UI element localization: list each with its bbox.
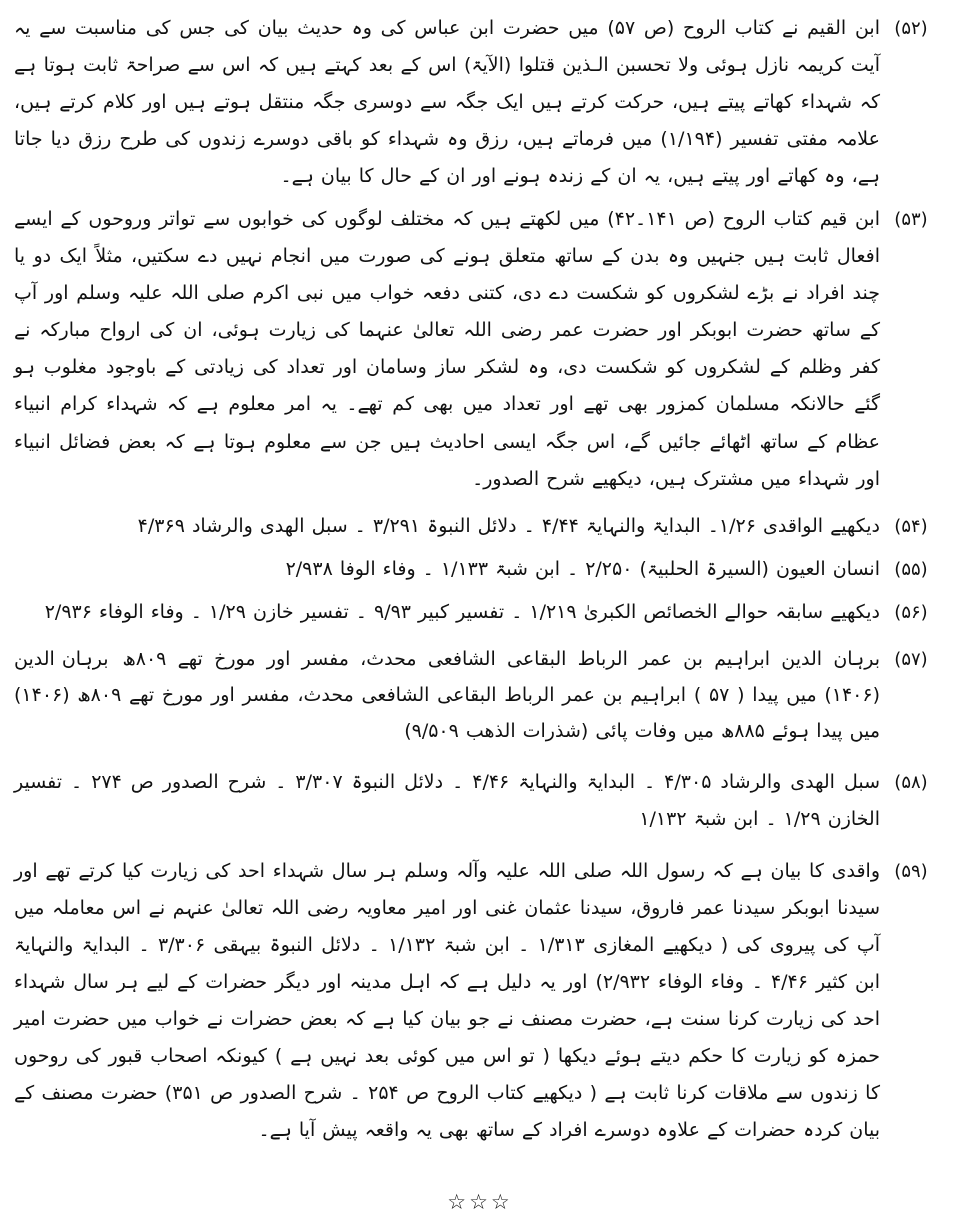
footnote-number: (۵۹) xyxy=(894,861,928,883)
footnote-entry-59 xyxy=(14,853,942,1149)
footnote-entry-56 xyxy=(14,594,942,631)
footnote-entry-55 xyxy=(14,551,942,588)
footnote-margin-note: برہان الدین xyxy=(14,647,109,670)
footnote-text: دیکھیے سابقہ حوالے الخصائص الکبریٰ ۱/۲۱۹ ۔ تفسیر کبیر ۹/۹۳ ۔ تفسیر خازن ۱/۲۹ ۔ وفاء الوفاء ۲/۹۳۶ xyxy=(44,600,880,623)
footnote-text-continuation: ابراہیم بن عمر الرباط البقاعی الشافعی محدث، مفسر اور مورخ تھے ۸۰۹ھ (۱۴۰۶) میں پیدا ہوئے ۸۸۵ھ میں وفات پائی (شذرات الذھب ۹/۵۰۹) xyxy=(14,683,880,742)
footnote-number: (۵۴) xyxy=(894,515,928,537)
footer-ornament: ☆☆☆ xyxy=(447,1190,513,1214)
footnote-text: انسان العیون (السیرۃ الحلبیۃ) ۲/۲۵۰ ۔ ابن شبۃ ۱/۱۳۳ ۔ وفاء الوفا ۲/۹۳۸ xyxy=(285,557,880,580)
footnote-number: (۵۸) xyxy=(894,772,928,794)
footnote-entry-57 xyxy=(14,641,942,749)
footnote-text: دیکھیے الواقدی ۱/۲۶۔ البدایۃ والنہایۃ ۴/۴۴ ۔ دلائل النبوۃ ۳/۲۹۱ ۔ سبل الھدی والرشاد ۴/۳۶۹ xyxy=(137,514,880,537)
footnote-entry-58 xyxy=(14,764,942,838)
footnote-number: (۵۳) xyxy=(894,209,928,231)
footnote-number: (۵۶) xyxy=(894,601,928,623)
footnote-entry-54 xyxy=(14,508,942,545)
footnote-text xyxy=(14,641,880,749)
footnote-entry-52 xyxy=(14,10,942,195)
footnote-text-line-1: برہان الدین ابراہیم بن عمر الرباط البقاعی الشافعی محدث، مفسر اور مورخ تھے ۸۰۹ھ (۱۴۰۶) میں پیدا ( ۵۷ ) xyxy=(122,647,881,706)
footnote-text: ابن قیم کتاب الروح (ص ۱۴۱۔۴۲) میں لکھتے ہیں کہ مختلف لوگوں کی خوابوں سے تواتر وروحوں کے ایسے افعال ثابت ہیں جنہیں وہ بدن کے ساتھ متعلق ہونے کی صورت میں انجام نہیں دے سکتیں، مثلاً ایک دو یا چند افراد نے بڑے لشکروں کو شکست دے دی، کتنی دفعہ خواب میں نبی اکرم صلی اللہ علیہ وسلم اور آپ کے ساتھ حضرت ابوبکر اور حضرت عمر رضی اللہ تعالیٰ عنہما کی زیارت ہوئی، ان کی ارواح مبارکہ نے کفر وظلم کے لشکروں کو شکست دی، وہ لشکر ساز وسامان اور تعداد کی زیادتی کے باوجود مغلوب ہو گئے حالانکہ مسلمان کمزور بھی تھے اور تعداد میں بھی کم تھے۔ یہ امر معلوم ہے کہ شہداء کرام انبیاء عظام کے ساتھ اٹھائے جائیں گے، اس جگہ ایسی احادیث ہیں جن سے معلوم ہوتا ہے کہ بعض فضائل انبیاء اور شہداء میں مشترک ہیں، دیکھیے شرح الصدور۔ xyxy=(14,208,880,490)
footnote-number: (۵۲) xyxy=(894,18,928,39)
footnote-entry-53 xyxy=(14,201,942,497)
footnote-number: (۵۵) xyxy=(894,558,928,580)
footnote-text: سبل الھدی والرشاد ۴/۳۰۵ ۔ البدایۃ والنہایۃ ۴/۴۶ ۔ دلائل النبوۃ ۳/۳۰۷ ۔ شرح الصدور ص ۲۷۴ ۔ تفسیر الخازن ۱/۲۹ ۔ ابن شبۃ ۱/۱۳۲ xyxy=(14,771,880,831)
footnote-text: ابن القیم نے کتاب الروح (ص ۵۷) میں حضرت ابن عباس کی وہ حدیث بیان کی جس کی مناسبت سے یہ آیت کریمہ نازل ہوئی ولا تحسبن الـذین قتلوا (الآیۃ) اس کے بعد کہتے ہیں کہ اس سے صراحۃ ثابت ہوتا ہے کہ شہداء کھاتے پیتے ہیں، حرکت کرتے ہیں ایک جگہ سے دوسری جگہ منتقل ہوتے ہیں اور کلام کرتے ہیں، علامہ مفتی تفسیر (۱/۱۹۴) میں فرماتے ہیں، رزق وہ شہداء کو باقی دوسرے زندوں کی طرح رزق دیا جاتا ہے، وہ کھاتے اور پیتے ہیں، یہ ان کے زندہ ہونے اور ان کے حال کا بیان ہے۔ xyxy=(14,17,880,188)
footnote-text: واقدی کا بیان ہے کہ رسول اللہ صلی اللہ علیہ وآلہ وسلم ہر سال شہداء احد کی زیارت کیا کرتے تھے اور سیدنا ابوبکر سیدنا عمر فاروق، سیدنا عثمان غنی اور امیر معاویہ رضی اللہ تعالیٰ عنہم نے اس معاملہ میں آپ کی پیروی کی ( دیکھیے المغازی ۱/۳۱۳ ۔ ابن شبۃ ۱/۱۳۲ ۔ دلائل النبوۃ بیہقی ۳/۳۰۶ ۔ البدایۃ والنہایۃ ابن کثیر ۴/۴۶ ۔ وفاء الوفاء ۲/۹۳۲) اور یہ دلیل ہے کہ اہل مدینہ اور دیگر حضرات کے لیے ہر سال شہداء احد کی زیارت کرنا سنت ہے، حضرت مصنف نے جو بیان کیا ہے کہ بعض حضرات نے خواب میں حضرت امیر حمزہ کو زیارت کا حکم دیتے ہوئے دیکھا ( تو اس میں کوئی بعد نہیں ہے ) کیونکہ اصحاب قبور کی روحوں کا زندوں سے ملاقات کرنا ثابت ہے ( دیکھیے کتاب الروح ص ۲۵۴ ۔ شرح الصدور ص ۳۵۱) حضرت مصنف کے بیان کردہ حضرات کے علاوہ دوسرے افراد کے ساتھ بھی یہ واقعہ پیش آیا ہے۔ xyxy=(14,860,881,1142)
footnote-number: (۵۷) xyxy=(894,648,928,670)
